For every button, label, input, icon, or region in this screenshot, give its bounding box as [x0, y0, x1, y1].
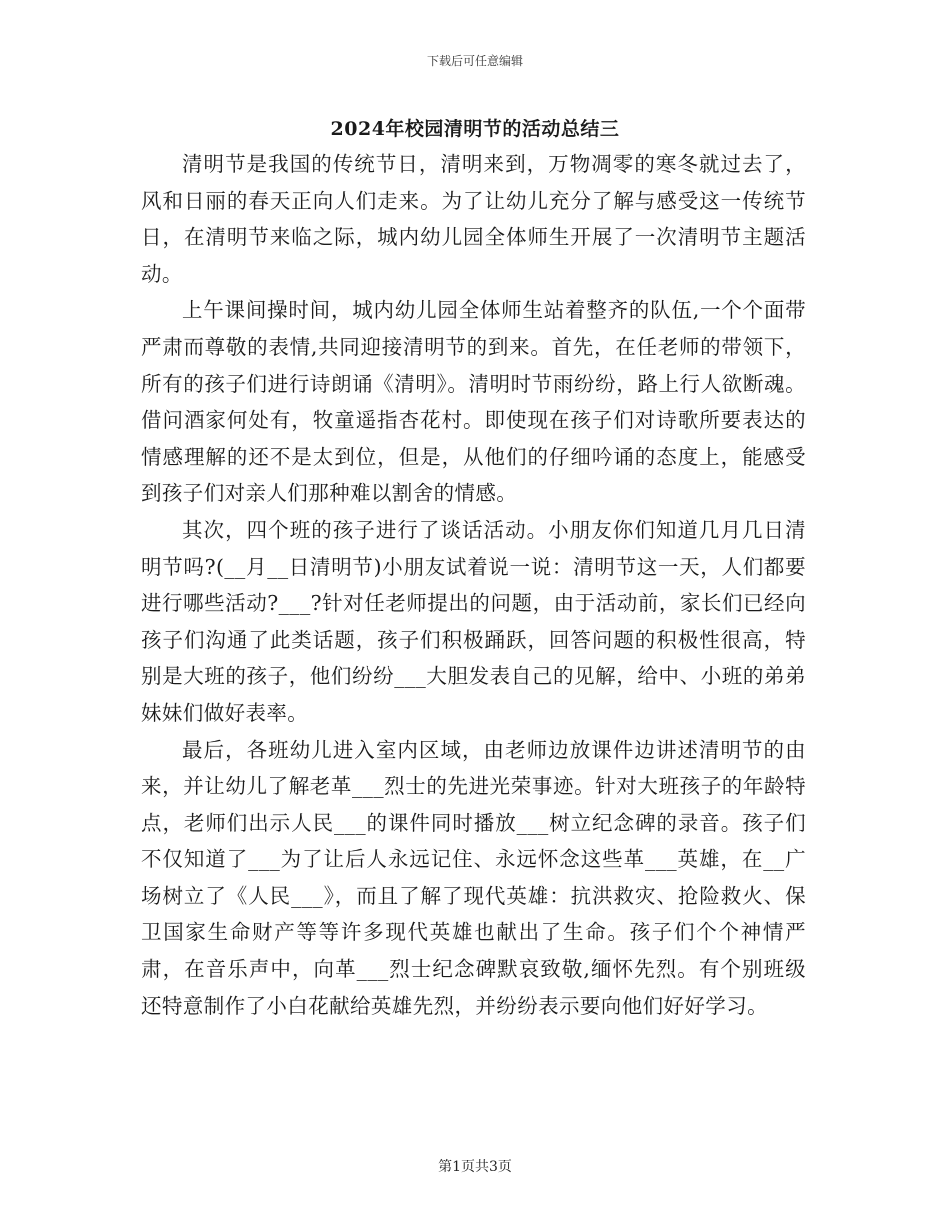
paragraph: 其次，四个班的孩子进行了谈话活动。小朋友你们知道几月几日清明节吗?(__月__日清明节)小朋友试着说一说：清明节这一天，人们都要进行哪些活动?___?针对任老师提出的问题，由于活动前，家长们已经向孩子们沟通了此类话题，孩子们积极踊跃，回答问题的积极性很高，特别是大班的孩子，他们纷纷___大胆发表自己的见解，给中、小班的弟弟妹妹们做好表率。	[141, 517, 806, 725]
document-body	[141, 146, 806, 1024]
paragraph: 上午课间操时间，城内幼儿园全体师生站着整齐的队伍,一个个面带严肃而尊敬的表情,共同迎接清明节的到来。首先，在任老师的带领下，所有的孩子们进行诗朗诵《清明》。清明时节雨纷纷，路上行人欲断魂。借问酒家何处有，牧童遥指杏花村。即使现在孩子们对诗歌所要表达的情感理解的还不是太到位，但是，从他们的仔细吟诵的态度上，能感受到孩子们对亲人们那种难以割舍的情感。	[141, 298, 806, 506]
page-footer: 第1页共3页	[438, 1159, 512, 1175]
paragraph: 最后，各班幼儿进入室内区域，由老师边放课件边讲述清明节的由来，并让幼儿了解老革___烈士的先进光荣事迹。针对大班孩子的年龄特点，老师们出示人民___的课件同时播放___树立纪念碑的录音。孩子们不仅知道了___为了让后人永远记住、永远怀念这些革___英雄，在__广场树立了《人民___》，而且了解了现代英雄：抗洪救灾、抢险救火、保卫国家生命财产等等许多现代英雄也献出了生命。孩子们个个神情严肃，在音乐声中，向革___烈士纪念碑默哀致敬,缅怀先烈。有个别班级还特意制作了小白花献给英雄先烈，并纷纷表示要向他们好好学习。	[141, 737, 806, 1018]
paragraph: 清明节是我国的传统节日，清明来到，万物凋零的寒冬就过去了，风和日丽的春天正向人们走来。为了让幼儿充分了解与感受这一传统节日，在清明节来临之际，城内幼儿园全体师生开展了一次清明节主题活动。	[141, 152, 806, 286]
document-title: 2024年校园清明节的活动总结三	[330, 118, 620, 140]
header-note: 下载后可任意编辑	[426, 54, 523, 68]
